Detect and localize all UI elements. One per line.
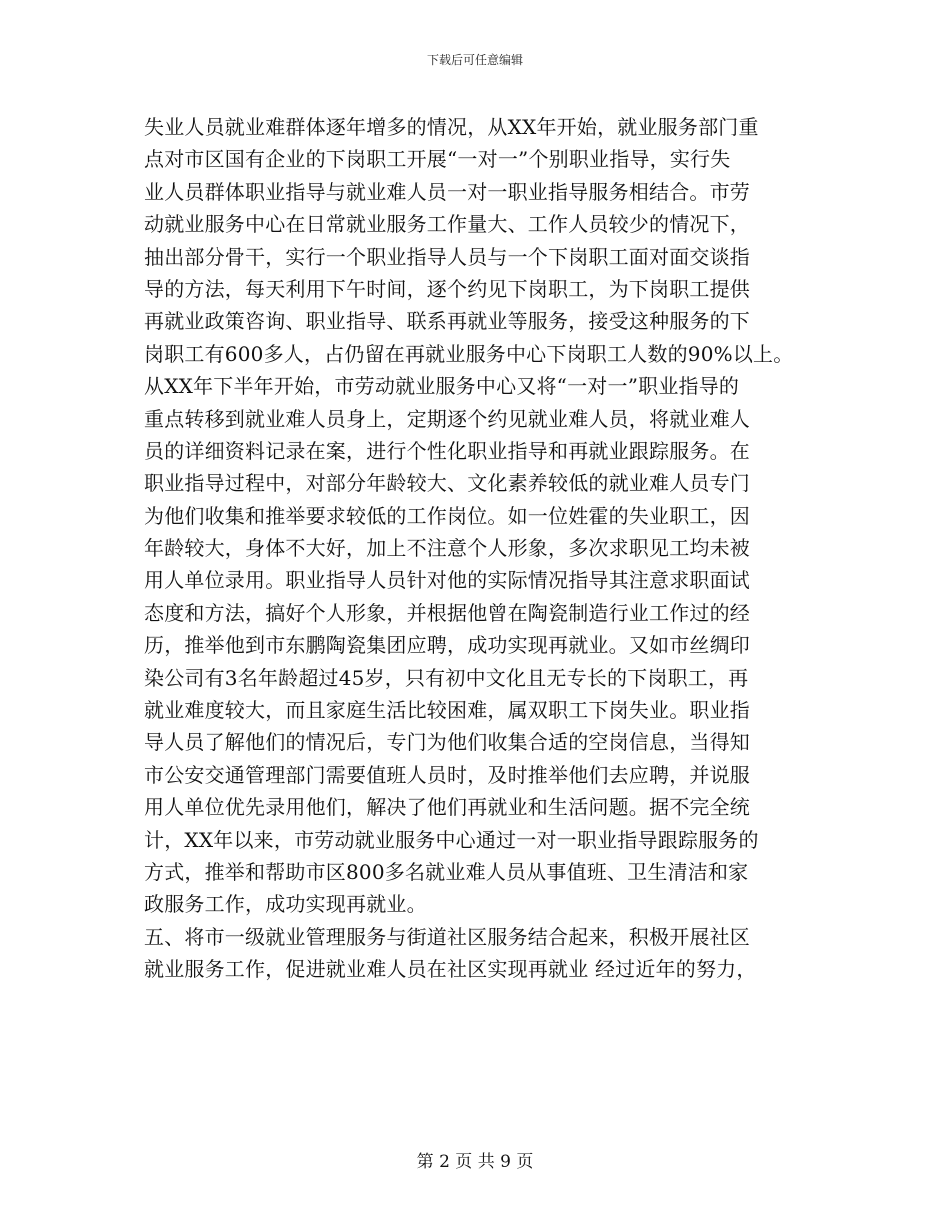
text-line: 职业指导过程中，对部分年龄较大、文化素养较低的就业难人员专门 [144, 471, 750, 496]
text-line: 历，推举他到市东鹏陶瓷集团应聘，成功实现再就业。又如市丝绸印 [144, 633, 750, 658]
page-number: 第 2 页 共 9 页 [416, 1152, 534, 1172]
text-line: 员的详细资料记录在案，进行个性化职业指导和再就业跟踪服务。在 [144, 438, 750, 463]
text-line: 就业难度较大，而且家庭生活比较困难，属双职工下岗失业。职业指 [144, 698, 750, 723]
text-line: 点对市区国有企业的下岗职工开展“一对一”个别职业指导，实行失 [144, 147, 731, 172]
document-body [144, 111, 824, 986]
text-line: 再就业政策咨询、职业指导、联系再就业等服务，接受这种服务的下 [144, 309, 750, 334]
text-line: 用人单位优先录用他们，解决了他们再就业和生活问题。据不完全统 [144, 795, 750, 820]
text-line: 导人员了解他们的情况后，专门为他们收集合适的空岗信息，当得知 [144, 730, 750, 755]
text-line: 导的方法，每天利用下午时间，逐个约见下岗职工，为下岗职工提供 [144, 276, 750, 301]
section-heading-line: 五、将市一级就业管理服务与街道社区服务结合起来，积极开展社区 [144, 924, 750, 949]
text-line: 重点转移到就业难人员身上，定期逐个约见就业难人员，将就业难人 [144, 406, 750, 431]
text-line: 年龄较大，身体不大好，加上不注意个人形象，多次求职见工均未被 [144, 536, 750, 561]
text-line: 市公安交通管理部门需要值班人员时，及时推举他们去应聘，并说服 [144, 762, 750, 787]
text-line: 就业服务工作，促进就业难人员在社区实现再就业 经过近年的努力， [144, 957, 757, 982]
text-line: 为他们收集和推举要求较低的工作岗位。如一位姓霍的失业职工，因 [144, 503, 750, 528]
text-line: 失业人员就业难群体逐年增多的情况，从XX年开始，就业服务部门重 [144, 115, 759, 139]
page-header: 下载后可任意编辑 [426, 53, 523, 67]
text-line: 业人员群体职业指导与就业难人员一对一职业指导服务相结合。市劳 [144, 179, 750, 204]
text-line: 方式，推举和帮助市区800多名就业难人员从事值班、卫生清洁和家 [144, 859, 749, 884]
text-line: 染公司有3名年龄超过45岁，只有初中文化且无专长的下岗职工，再 [144, 665, 749, 690]
text-line: 政服务工作，成功实现再就业。 [144, 892, 427, 917]
text-line: 态度和方法，搞好个人形象，并根据他曾在陶瓷制造行业工作过的经 [144, 600, 750, 625]
text-line: 抽出部分骨干，实行一个职业指导人员与一个下岗职工面对面交谈指 [144, 244, 750, 269]
text-line: 动就业服务中心在日常就业服务工作量大、工作人员较少的情况下， [144, 212, 750, 237]
text-line: 从XX年下半年开始，市劳动就业服务中心又将“一对一”职业指导的 [144, 374, 740, 399]
text-line: 计，XX年以来，市劳动就业服务中心通过一对一职业指导跟踪服务的 [144, 827, 759, 852]
text-line: 用人单位录用。职业指导人员针对他的实际情况指导其注意求职面试 [144, 568, 750, 593]
text-line: 岗职工有600多人，占仍留在再就业服务中心下岗职工人数的90%以上。 [144, 341, 794, 366]
